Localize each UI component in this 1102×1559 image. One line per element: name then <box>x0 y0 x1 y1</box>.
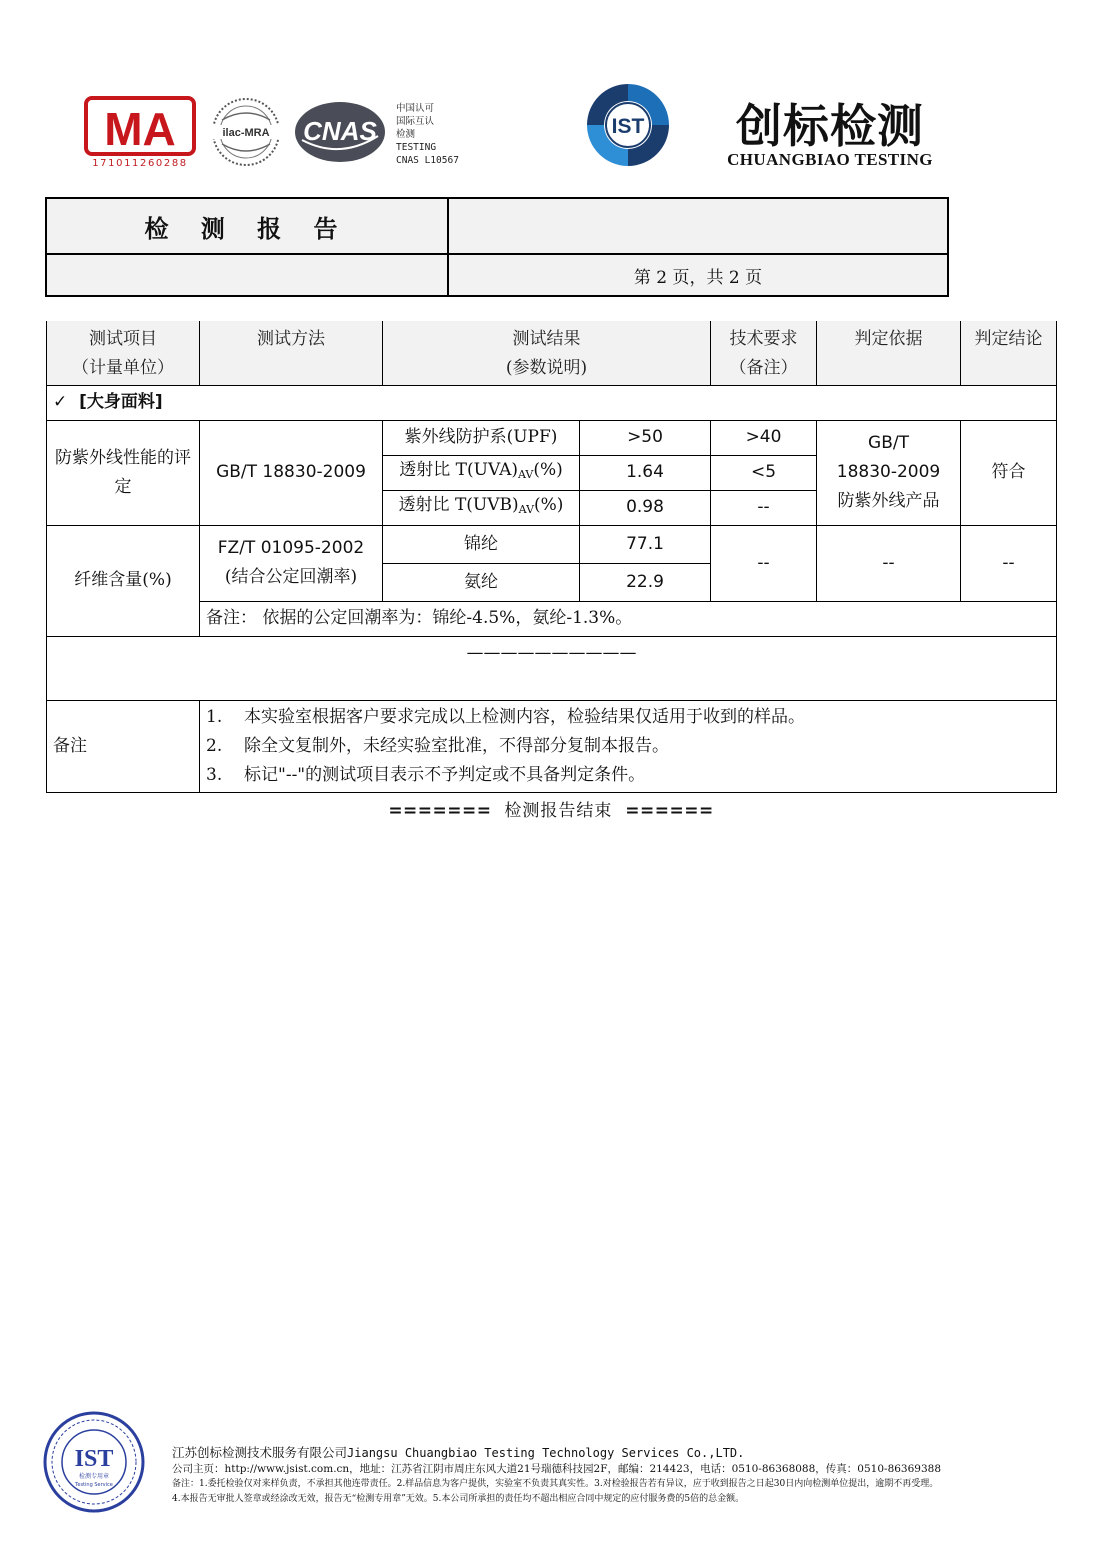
title-box-empty-cell <box>47 255 449 295</box>
ilac-mra-logo <box>208 96 284 168</box>
remarks-row <box>47 700 1057 792</box>
cnas-logo-text: CNAS <box>303 116 377 146</box>
fiber-item: 纤维含量(%) <box>47 525 200 636</box>
uv-requirement: >40 <box>711 420 817 455</box>
table-header-row <box>47 321 1057 385</box>
cnas-line: CNAS L10567 <box>396 155 459 166</box>
remarks-label: 备注 <box>47 700 200 792</box>
page-number: 第 2 页，共 2 页 <box>633 267 763 288</box>
header-result: 测试结果 (参数说明) <box>383 321 711 385</box>
fiber-param: 锦纶 <box>383 525 580 563</box>
footer-note: 4.本报告无审批人签章或经涂改无效，报告无“检测专用章”无效。5.本公司所承担的责任均不超出相应合同中规定的应付服务费的5倍的总金额。 <box>172 1494 745 1504</box>
seal-sub-en: Testing Service <box>75 1482 113 1488</box>
check-icon: ✓ <box>53 392 68 412</box>
cnas-accreditation-text <box>396 102 459 167</box>
header-requirement: 技术要求 （备注） <box>711 321 817 385</box>
fiber-basis: -- <box>817 525 961 601</box>
cnas-line: 国际互认 <box>396 116 435 127</box>
uv-requirement: -- <box>711 490 817 525</box>
ma-certificate-number: 171011260288 <box>92 158 188 169</box>
remark-item: 3. 标记"--"的测试项目表示不予判定或不具备判定条件。 <box>206 764 646 785</box>
fiber-conclusion: -- <box>961 525 1057 601</box>
table-row <box>47 525 1057 563</box>
remark-item: 2. 除全文复制外，未经实验室批准，不得部分复制本报告。 <box>206 735 669 756</box>
footer-note: 备注：1.委托检验仅对来样负责，不承担其他连带责任。2.样品信息为客户提供，实验室不负责其真实性。3.对检验报告若有异议，应于收到报告之日起30日内向检测单位提出，逾期不再受理。 <box>172 1479 939 1489</box>
remarks-list <box>200 700 1057 792</box>
section-row <box>47 385 1057 420</box>
uv-value: 1.64 <box>580 455 711 490</box>
ist-logo-text: IST <box>611 115 645 138</box>
separator-line: —————————— <box>47 636 1057 700</box>
ilac-logo-text: ilac-MRA <box>222 127 270 139</box>
uv-value: 0.98 <box>580 490 711 525</box>
brand-name-cn: 创标检测 <box>736 99 924 153</box>
cnas-line: 中国认可 <box>396 103 435 114</box>
footer-company: 江苏创标检测技术服务有限公司Jiangsu Chuangbiao Testing Technology Services Co.,LTD. <box>172 1445 745 1460</box>
report-end-line: ======= 检测报告结束 ====== <box>388 801 714 821</box>
uv-param: 透射比 $T(UVA)_{AV}(\%)$ <box>383 455 580 490</box>
report-title-box <box>45 197 949 297</box>
uv-method: GB/T 18830-2009 <box>200 420 383 525</box>
uv-item: 防紫外线性能的评定 <box>47 420 200 525</box>
section-label: ✓ [大身面料] <box>47 385 1057 420</box>
footer-address: 公司主页：http://www.jsist.com.cn，地址：江苏省江阴市周庄东风大道21号瑞德科技园2F，邮编：214423，电话：0510-86368088，传真：0510-86369388 <box>172 1463 942 1475</box>
ma-logo-text: MA <box>104 103 176 155</box>
cnas-line: TESTING <box>396 142 437 153</box>
fiber-requirement: -- <box>711 525 817 601</box>
cnas-logo <box>292 100 388 164</box>
fiber-param: 氨纶 <box>383 563 580 601</box>
uv-value: >50 <box>580 420 711 455</box>
table-row <box>47 420 1057 455</box>
uv-basis: GB/T 18830-2009 防紫外线产品 <box>817 420 961 525</box>
report-title: 检 测 报 告 <box>47 199 449 255</box>
remark-item: 1. 本实验室根据客户要求完成以上检测内容，检验结果仅适用于收到的样品。 <box>206 706 805 727</box>
header-item: 测试项目 （计量单位） <box>47 321 200 385</box>
cnas-line: 检测 <box>396 129 416 140</box>
uv-requirement: <5 <box>711 455 817 490</box>
ist-logo <box>582 80 674 170</box>
header-conclusion: 判定结论 <box>961 321 1057 385</box>
header-method: 测试方法 <box>200 321 383 385</box>
seal-text: IST <box>74 1446 114 1472</box>
brand-name-en: CHUANGBIAO TESTING <box>727 150 933 169</box>
fiber-value: 22.9 <box>580 563 711 601</box>
separator-row <box>47 636 1057 700</box>
uv-conclusion: 符合 <box>961 420 1057 525</box>
fiber-note: 备注： 依据的公定回潮率为：锦纶-4.5%，氨纶-1.3%。 <box>200 601 1057 636</box>
uv-param: 透射比 $T(UVB)_{AV}(\%)$ <box>383 490 580 525</box>
uv-param: 紫外线防护系(UPF) <box>383 420 580 455</box>
fiber-value: 77.1 <box>580 525 711 563</box>
testing-seal <box>42 1410 146 1514</box>
header-basis: 判定依据 <box>817 321 961 385</box>
seal-sub: 检测专用章 <box>78 1473 110 1480</box>
title-box-empty-cell <box>449 199 947 255</box>
test-results-table <box>46 321 1057 793</box>
fiber-method: FZ/T 01095-2002 (结合公定回潮率) <box>200 525 383 601</box>
